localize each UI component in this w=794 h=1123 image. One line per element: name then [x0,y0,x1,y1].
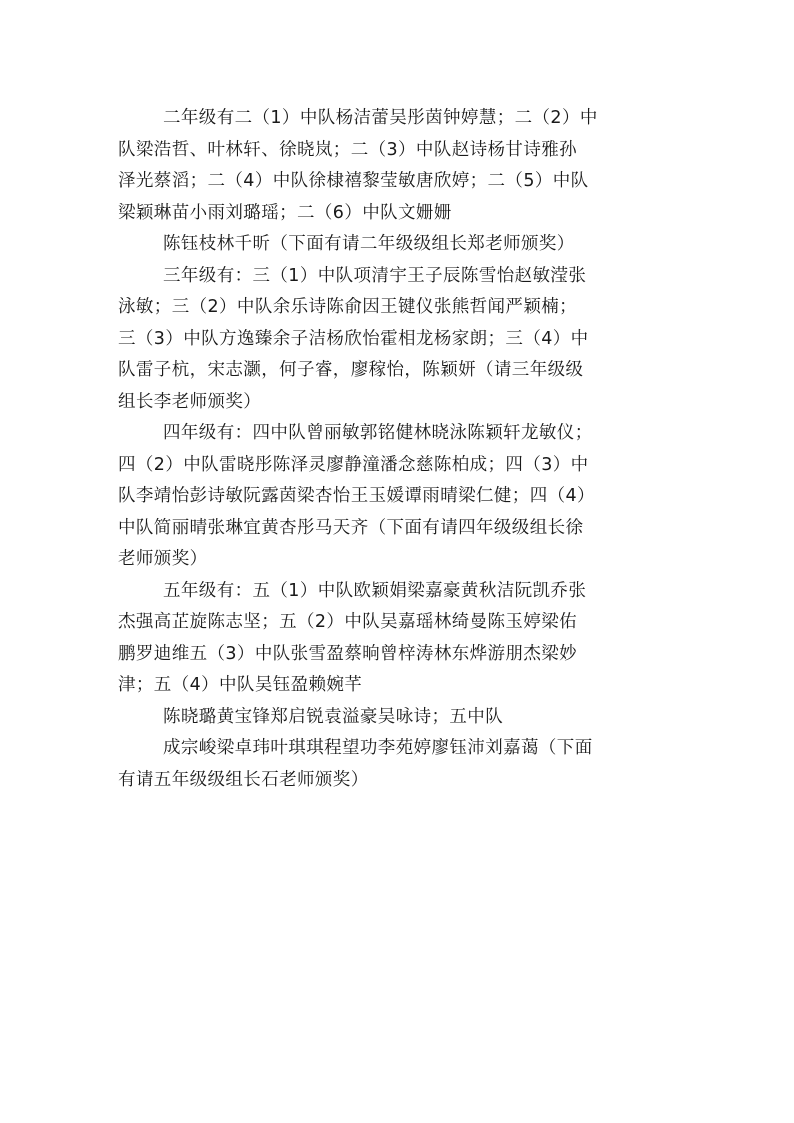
text-line: 杰强高芷旋陈志坚；五（2）中队吴嘉瑶林绮曼陈玉婷梁佑 [118,612,578,632]
text-line: 队李靖怡彭诗敏阮露茵梁杏怡王玉媛谭雨晴梁仁健；四（4） [118,486,595,506]
text-line: 三年级有：三（1）中队项清宇王子辰陈雪怡赵敏滢张 [163,265,587,286]
text-line: 有请五年级级组长石老师颁奖） [118,769,369,790]
text-line: 成宗峻梁卓玮叶琪琪程望功李苑婷廖钰沛刘嘉蔼（下面 [163,738,593,758]
text-line: 津；五（4）中队吴钰盈赖婉芊 [118,675,363,695]
text-line: 四（2）中队雷晓彤陈泽灵廖静潼潘念慈陈柏成；四（3）中 [118,454,589,475]
text-line: 队梁浩哲、叶林轩、徐晓岚；二（3）中队赵诗杨甘诗雅孙 [118,139,578,160]
text-line: 老师颁奖） [118,549,208,569]
text-line: 四年级有：四中队曾丽敏郭铭健林晓泳陈颖轩龙敏仪； [163,423,593,443]
text-line: 泽光蔡滔；二（4）中队徐棣禧黎莹敏唐欣婷；二（5）中队 [118,171,589,191]
award-list-text [118,103,678,796]
text-line: 陈晓璐黄宝锋郑启锐袁溢豪吴咏诗；五中队 [163,706,504,727]
text-line: 二年级有二（1）中队杨洁蕾吴彤茵钟婷慧；二（2）中 [163,108,598,128]
text-line: 队雷子杭，宋志灏，何子睿，廖稼怡，陈颖妍（请三年级级 [118,360,584,380]
text-line: 陈钰枝林千昕（下面有请二年级级组长郑老师颁奖） [163,234,575,254]
text-line: 鹏罗迪维五（3）中队张雪盈蔡晌曾梓涛林东烨游朋杰梁妙 [118,643,578,664]
text-line: 梁颖琳苗小雨刘璐瑶；二（6）中队文姗姗 [118,202,452,223]
text-line: 中队简丽晴张琳宜黄杏彤马天齐（下面有请四年级级组长徐 [118,517,584,538]
text-line: 泳敏；三（2）中队余乐诗陈俞因王键仪张熊哲闻严颖楠； [118,297,578,317]
text-line: 五年级有：五（1）中队欧颖娟梁嘉豪黄秋洁阮凯乔张 [163,580,587,601]
text-line: 三（3）中队方逸臻余子洁杨欣怡霍相龙杨家朗；三（4）中 [118,328,589,349]
text-line: 组长李老师颁奖） [118,391,262,412]
